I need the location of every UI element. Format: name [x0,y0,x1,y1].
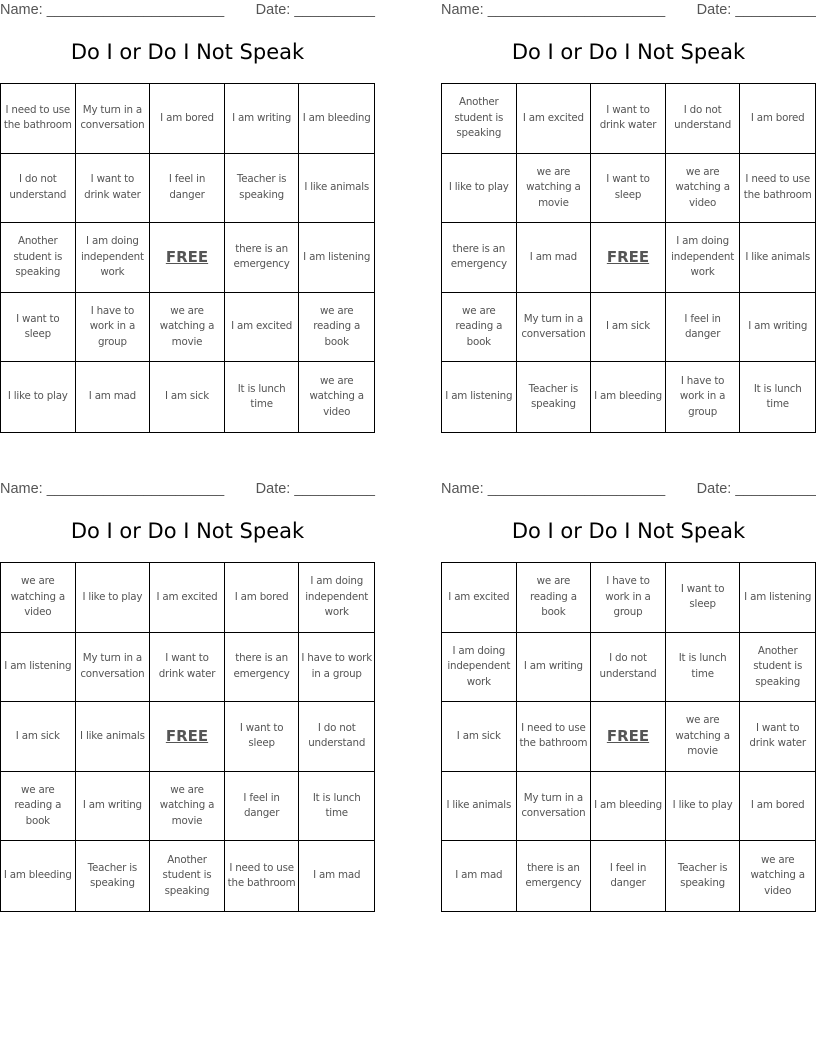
bingo-cell: we are reading a book [442,293,517,363]
bingo-card [0,479,375,912]
bingo-cell: we are watching a video [750,853,805,897]
card-title: Do I or Do I Not Speak [70,40,305,64]
name-field: Name: ______________________ [0,481,225,497]
bingo-cell: I like to play [1,362,76,432]
bingo-cell: I am excited [442,563,517,633]
bingo-card [441,479,816,912]
bingo-cell: It is lunch time [299,772,374,842]
bingo-cell: I am excited [517,84,592,154]
bingo-cell: there is an emergency [442,223,517,293]
card-header [441,2,816,20]
bingo-cell: My turn in a conversation [76,84,151,154]
bingo-cell: I am sick [150,362,225,432]
bingo-cell: I am bleeding [591,772,666,842]
bingo-cell: I am excited [225,293,300,363]
bingo-cell: I want to drink water [150,633,225,703]
bingo-cell: I have to work in a group [666,362,741,432]
date-field: Date: __________ [255,481,375,497]
bingo-cell: I am bleeding [591,362,666,432]
bingo-cell: It is lunch time [753,382,802,411]
bingo-cell: My turn in a conversation [517,772,592,842]
bingo-cell: I want to drink water [740,702,815,772]
bingo-cell: I want to sleep [1,293,76,363]
bingo-cell: I need to use the bathroom [740,154,815,224]
name-field: Name: ______________________ [441,2,666,18]
bingo-cell: I like animals [740,223,815,293]
bingo-cell: It is lunch time [666,633,741,703]
bingo-cell: there is an emergency [225,633,300,703]
bingo-cell: I have to work in a group [299,633,374,703]
free-space: FREE [150,223,225,293]
bingo-cell: Another student is speaking [740,633,815,703]
bingo-cell: I do not understand [299,702,374,772]
card-title: Do I or Do I Not Speak [511,519,746,543]
bingo-cell: I am excited [150,563,225,633]
bingo-cell: I feel in danger [225,772,300,842]
bingo-cell: we are watching a video [666,154,741,224]
bingo-cell: I do not understand [1,154,76,224]
card-header [0,2,375,20]
bingo-cell: we are watching a video [309,374,364,418]
bingo-cell: I feel in danger [591,841,666,911]
free-space: FREE [591,223,666,293]
bingo-cell: there is an emergency [517,841,592,911]
bingo-cell: I am sick [442,702,517,772]
date-field: Date: __________ [696,2,816,18]
bingo-cell: I like animals [442,772,517,842]
bingo-grid [0,83,375,433]
bingo-grid [441,562,816,912]
bingo-cell: I need to use the bathroom [225,841,300,911]
bingo-cell: I am doing independent work [442,633,517,703]
bingo-cell: I want to drink water [76,154,151,224]
bingo-cell: I am listening [1,633,76,703]
bingo-cell: I am bleeding [299,84,374,154]
bingo-cell: we are watching a movie [150,293,225,363]
bingo-cell: there is an emergency [225,223,300,293]
bingo-cell: I am listening [740,563,815,633]
bingo-cell: I need to use the bathroom [1,84,76,154]
free-space: FREE [150,702,225,772]
bingo-cell: I am sick [1,702,76,772]
bingo-cell: I am mad [442,841,517,911]
date-field: Date: __________ [255,2,375,18]
bingo-cell: I am doing independent work [299,563,374,633]
bingo-cell: I have to work in a group [76,293,151,363]
bingo-cell: Another student is speaking [442,84,517,154]
bingo-grid [441,83,816,433]
bingo-cell: I am mad [517,223,592,293]
bingo-cell: I am writing [517,633,592,703]
free-space: FREE [591,702,666,772]
bingo-cell: I want to sleep [591,154,666,224]
bingo-cell: I like to play [442,154,517,224]
bingo-cell: I am listening [299,223,374,293]
bingo-card [441,0,816,433]
name-field: Name: ______________________ [0,2,225,18]
bingo-cell: I like to play [666,772,741,842]
bingo-cell: we are watching a movie [150,772,225,842]
bingo-cell: Teacher is speaking [666,841,741,911]
bingo-cell: I like animals [76,702,151,772]
bingo-cell: I am mad [76,362,151,432]
bingo-cell: I am writing [76,772,151,842]
bingo-cell: I do not understand [591,633,666,703]
bingo-cell: I am doing independent work [666,223,741,293]
bingo-cell: I feel in danger [666,293,741,363]
bingo-grid [0,562,375,912]
bingo-cell: I do not understand [666,84,741,154]
bingo-cell: we are watching a movie [666,702,741,772]
bingo-cell: I want to sleep [225,702,300,772]
bingo-cell: I have to work in a group [591,563,666,633]
bingo-cell: I am writing [225,84,300,154]
bingo-cell: I am listening [442,362,517,432]
bingo-cell: we are reading a book [299,293,374,363]
bingo-cell: I am sick [591,293,666,363]
bingo-cell: I want to drink water [591,84,666,154]
bingo-cell: we are reading a book [1,772,76,842]
bingo-cell: I like to play [76,563,151,633]
date-field: Date: __________ [696,481,816,497]
bingo-cell: we are watching a movie [517,154,592,224]
card-title: Do I or Do I Not Speak [511,40,746,64]
card-header [441,481,816,499]
bingo-cell: we are watching a video [1,563,76,633]
bingo-cell: I want to sleep [666,563,741,633]
bingo-cell: Teacher is speaking [76,841,151,911]
bingo-cell: I like animals [299,154,374,224]
bingo-cell: I am mad [313,869,361,882]
bingo-cell: Teacher is speaking [225,154,300,224]
bingo-cell: I am bored [150,84,225,154]
bingo-cell: I feel in danger [150,154,225,224]
bingo-cell: It is lunch time [225,362,300,432]
bingo-cell: Another student is speaking [150,841,225,911]
bingo-cell: I am bleeding [1,841,76,911]
bingo-cell: we are reading a book [517,563,592,633]
bingo-cell: I need to use the bathroom [517,702,592,772]
name-field: Name: ______________________ [441,481,666,497]
card-header [0,481,375,499]
bingo-cell: My turn in a conversation [517,293,592,363]
bingo-cell: Teacher is speaking [517,362,592,432]
bingo-cell: I am bored [740,772,815,842]
bingo-cell: Another student is speaking [1,223,76,293]
bingo-cell: I am writing [740,293,815,363]
card-title: Do I or Do I Not Speak [70,519,305,543]
bingo-cell: I am doing independent work [76,223,151,293]
bingo-cell: My turn in a conversation [76,633,151,703]
bingo-card [0,0,375,433]
bingo-cell: I am bored [740,84,815,154]
bingo-cell: I am bored [225,563,300,633]
